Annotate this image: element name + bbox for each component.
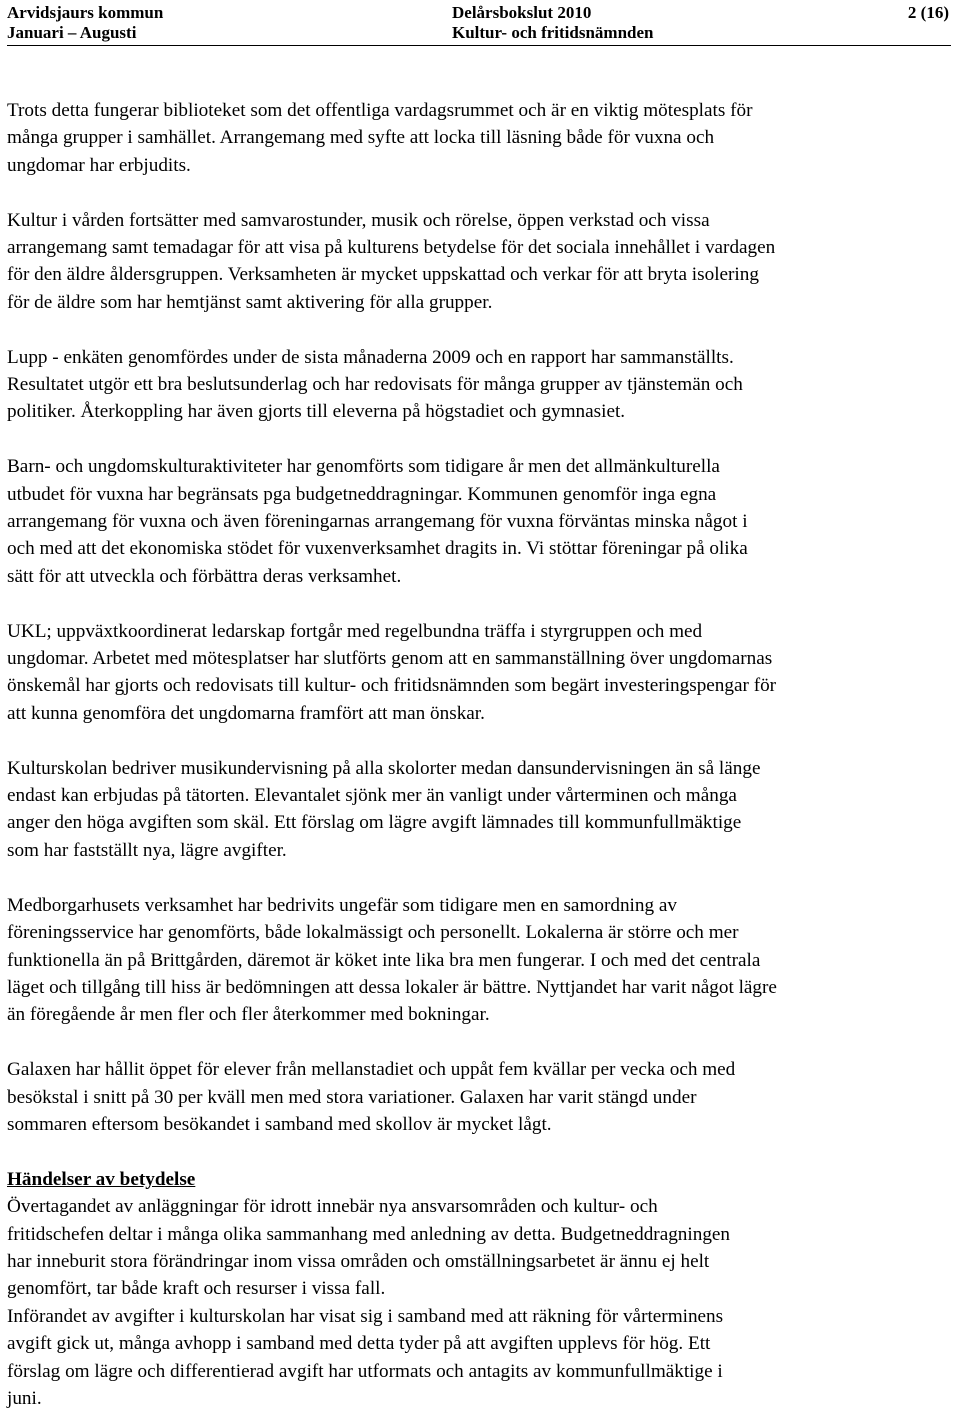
text-line: Galaxen har hållit öppet för elever från mellanstadiet och uppåt fem kvällar per vecka och med xyxy=(7,1059,736,1081)
text-line: läget och tillgång till hiss är bedömningen att dessa lokaler är bättre. Nyttjandet har varit något lägre xyxy=(7,976,777,998)
text-line: Trots detta fungerar biblioteket som det offentliga vardagsrummet och är en viktig mötesplats för xyxy=(7,100,753,121)
text-line: föreningsservice har genomförts, både lokalmässigt och personellt. Lokalerna är större och mer xyxy=(7,922,739,944)
section-paragraph-list xyxy=(7,1193,957,1412)
document-body xyxy=(7,97,957,1412)
report-period: Januari – Augusti xyxy=(7,23,137,42)
text-line: att kunna genomföra det ungdomarna framfört att man önskar. xyxy=(7,702,485,724)
paragraph xyxy=(7,97,957,179)
header-right xyxy=(908,3,949,23)
text-line: Kulturskolan bedriver musikundervisning på alla skolorter medan dansundervisningen än så länge xyxy=(7,757,761,779)
text-line: för den äldre åldersgruppen. Verksamheten är mycket uppskattad och verkar för att bryta isolering xyxy=(7,264,759,286)
text-line: funktionella än på Brittgården, däremot är köket inte lika bra men fungerar. I och med det centrala xyxy=(7,949,761,971)
committee-name: Kultur- och fritidsnämnden xyxy=(452,23,654,42)
paragraph xyxy=(7,453,957,590)
text-line: förslag om lägre och differentierad avgift har utformats och antagits av kommunfullmäktige i xyxy=(7,1360,723,1382)
page-number: 2 (16) xyxy=(907,3,949,22)
paragraph xyxy=(7,344,957,426)
text-line: juni. xyxy=(7,1387,42,1409)
text-line: ungdomar. Arbetet med mötesplatser har slutförts genom att en sammanställning över ungdomarnas xyxy=(7,648,773,670)
text-line: ungdomar har erbjudits. xyxy=(7,154,191,176)
text-line: Införandet av avgifter i kulturskolan har visat sig i samband med att räkning för vårterminens xyxy=(7,1305,724,1327)
text-line: utbudet för vuxna har begränsats pga budgetneddragningar. Kommunen genomför inga egna xyxy=(7,483,717,505)
text-line: Resultatet utgör ett bra beslutsunderlag och har redovisats för många grupper av tjänstemän och xyxy=(7,374,743,396)
text-line: Lupp - enkäten genomfördes under de sista månaderna 2009 och en rapport har sammanställts. xyxy=(7,346,734,368)
text-line: Övertagandet av anläggningar för idrott innebär nya ansvarsområden och kultur- och xyxy=(7,1196,658,1218)
text-line: Kultur i vården fortsätter med samvarostunder, musik och rörelse, öppen verkstad och vissa xyxy=(7,209,710,231)
organization-name: Arvidsjaurs kommun xyxy=(7,3,164,22)
section-heading: Händelser av betydelse xyxy=(7,1168,196,1190)
text-line: för de äldre som har hemtjänst samt aktivering för alla grupper. xyxy=(7,291,493,313)
text-line: besökstal i snitt på 30 per kväll men med stora variationer. Galaxen har varit stängd under xyxy=(7,1086,697,1108)
paragraph xyxy=(7,207,957,317)
text-line: Barn- och ungdomskulturaktiviteter har genomförts som tidigare år men det allmänkulturella xyxy=(7,456,720,478)
text-line: anger den höga avgiften som skäl. Ett förslag om lägre avgift lämnades till kommunfullmäktige xyxy=(7,812,742,834)
text-line: avgift gick ut, många avhopp i samband med detta tyder på att avgiften upplevs för hög. Ett xyxy=(7,1333,711,1355)
paragraph xyxy=(7,1303,957,1413)
page-header xyxy=(7,3,951,46)
text-line: endast kan erbjudas på tätorten. Elevantalet sjönk mer än vanligt under vårterminen och många xyxy=(7,785,737,807)
text-line: sätt för att utveckla och förbättra deras verksamhet. xyxy=(7,565,402,587)
header-center xyxy=(452,3,654,43)
text-line: som har fastställt nya, lägre avgifter. xyxy=(7,839,287,861)
text-line: arrangemang samt temadagar för att visa på kulturens betydelse för det sociala innehållet i vardagen xyxy=(7,237,776,259)
text-line: många grupper i samhället. Arrangemang med syfte att locka till läsning både för vuxna och xyxy=(7,127,715,149)
text-line: UKL; uppväxtkoordinerat ledarskap fortgår med regelbundna träffa i styrgruppen och med xyxy=(7,620,703,642)
text-line: genomfört, tar både kraft och resurser i vissa fall. xyxy=(7,1278,386,1300)
paragraph xyxy=(7,892,957,1029)
events-section xyxy=(7,1166,957,1413)
text-line: politiker. Återkoppling har även gjorts till eleverna på högstadiet och gymnasiet. xyxy=(7,401,626,423)
report-title: Delårsbokslut 2010 xyxy=(452,3,592,22)
text-line: önskemål har gjorts och redovisats till kultur- och fritidsnämnden som begärt investeringspengar för xyxy=(7,675,777,697)
paragraph xyxy=(7,618,957,728)
text-line: och med att det ekonomiska stödet för vuxenverksamhet dragits in. Vi stöttar föreningar på olika xyxy=(7,538,748,560)
paragraph xyxy=(7,1056,957,1138)
text-line: än föregående år men fler och fler återkommer med bokningar. xyxy=(7,1004,490,1026)
text-line: fritidschefen deltar i många olika sammanhang med anledning av detta. Budgetneddragningen xyxy=(7,1223,731,1245)
text-line: Medborgarhusets verksamhet har bedrivits ungefär som tidigare men en samordning av xyxy=(7,894,677,916)
text-line: arrangemang för vuxna och även föreningarnas arrangemang för vuxna förväntas minska något i xyxy=(7,511,748,533)
text-line: sommaren eftersom besökandet i samband med skollov är mycket lågt. xyxy=(7,1113,552,1135)
paragraph xyxy=(7,1193,957,1303)
paragraph-list xyxy=(7,97,957,1138)
header-left xyxy=(7,3,163,43)
text-line: har inneburit stora förändringar inom vissa områden och omställningsarbetet är ännu ej helt xyxy=(7,1250,710,1272)
paragraph xyxy=(7,755,957,865)
